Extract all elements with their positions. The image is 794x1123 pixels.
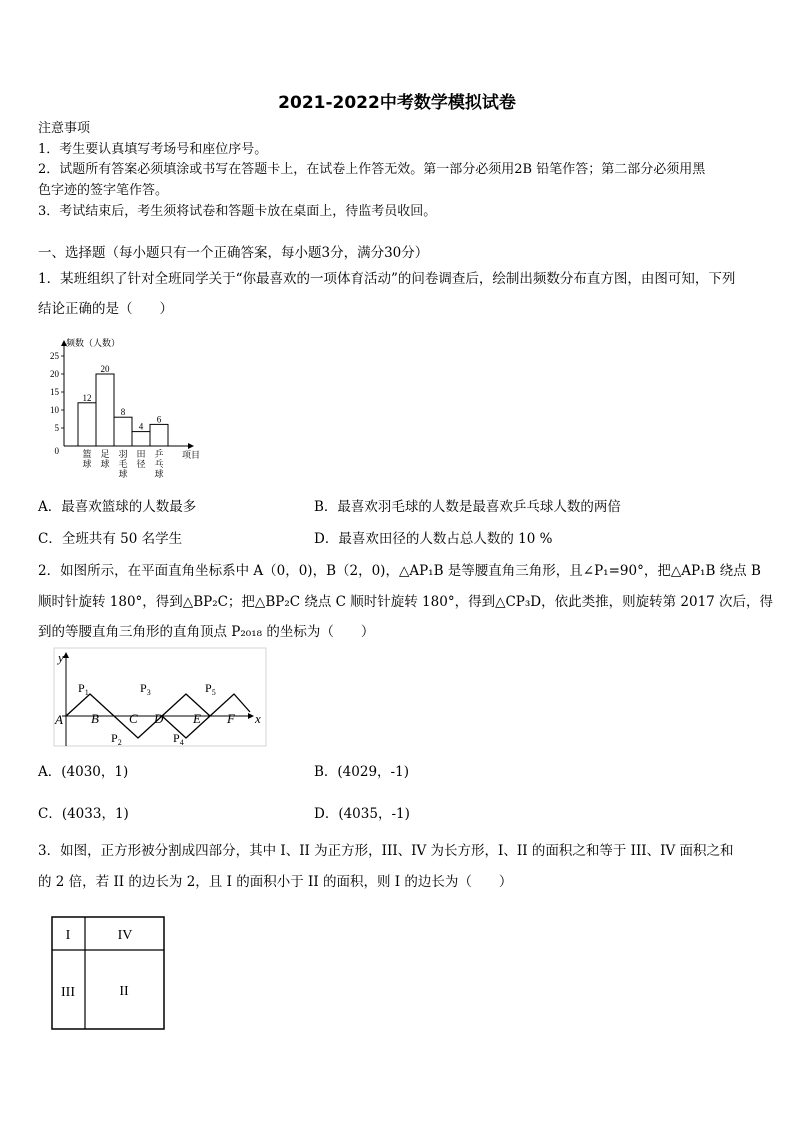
q2-stem-line2: 顺时针旋转 180°，得到△BP₂C；把△BP₂C 绕点 C 顺时针旋转 180°，得到△CP₃D，依此类推，则旋转第 2017 次后，得 — [38, 594, 774, 610]
note-item-3: 3．考试结束后，考生须将试卷和答题卡放在桌面上，待监考员收回。 — [38, 204, 437, 219]
point-e-label: E — [193, 711, 201, 726]
histogram-bar-value: 6 — [156, 414, 162, 425]
q2-option-b: B．(4029，-1) — [314, 764, 409, 780]
note-item-2: 2．试题所有答案必须填涂或书写在答题卡上，在试卷上作答无效。第一部分必须用2B 铅笔作答；第二部分必须用黑 — [38, 162, 706, 177]
histogram-bar — [114, 417, 132, 446]
p1-label: $P_1$ — [78, 681, 89, 697]
q2-option-a: A．(4030，1) — [38, 764, 129, 780]
histogram-y-tick-label: 5 — [54, 423, 59, 433]
histogram-bar — [78, 403, 96, 446]
histogram-category-label: 球 — [154, 469, 164, 479]
page-title: 2021-2022中考数学模拟试卷 — [278, 93, 516, 113]
q1-option-d: D．最喜欢田径的人数占总人数的 10 % — [314, 531, 553, 547]
q2-stem-line1: 2．如图所示，在平面直角坐标系中 A（0，0)，B（2，0)，△AP₁B 是等腰直角三角形，且∠P₁=90°，把△AP₁B 绕点 B — [38, 563, 761, 579]
region-iv-label: IV — [117, 928, 133, 943]
histogram-category-label: 球 — [82, 459, 92, 469]
p3-label: $P_3$ — [140, 681, 151, 697]
y-axis-label: y — [58, 650, 64, 665]
q1-stem-line1: 1．某班组织了针对全班同学关于“你最喜欢的一项体育活动”的问卷调查后，绘制出频数分布直方图，由图可知，下列 — [38, 271, 736, 287]
histogram-bar-value: 8 — [120, 407, 126, 418]
q1-histogram — [40, 330, 220, 490]
histogram-bar — [150, 424, 168, 446]
point-f-label: F — [227, 711, 235, 726]
histogram-y-tick-label: 20 — [50, 369, 59, 379]
region-iii-label: III — [61, 985, 75, 1000]
histogram-y-tick-label: 15 — [50, 387, 59, 397]
q1-option-b: B．最喜欢羽毛球的人数是最喜欢乒乓球人数的两倍 — [314, 499, 621, 515]
section-heading: 一、选择题（每小题只有一个正确答案，每小题3分，满分30分） — [38, 245, 429, 261]
histogram-category-label: 球 — [118, 469, 128, 479]
q3-stem-line1: 3．如图，正方形被分割成四部分，其中 I、II 为正方形，III、IV 为长方形，I、II 的面积之和等于 III、IV 面积之和 — [38, 843, 734, 859]
point-c-label: C — [129, 711, 138, 726]
y-axis-arrow — [63, 652, 69, 658]
point-a-label: A — [55, 712, 63, 727]
p5-label: $P_5$ — [205, 681, 216, 697]
histogram-category-label: 田 — [136, 449, 146, 459]
histogram-category-label: 篮 — [82, 449, 92, 459]
q2-stem-line3: 到的等腰直角三角形的直角顶点 P₂₀₁₈ 的坐标为（ ） — [38, 624, 375, 640]
p4-label: $P_4$ — [173, 731, 184, 747]
x-axis-label: x — [255, 711, 261, 726]
q3-square-figure — [50, 915, 168, 1033]
histogram-category-label: 径 — [136, 459, 146, 469]
histogram-y-axis-label: 频数（人数） — [66, 338, 121, 348]
histogram-y-tick-label: 0 — [54, 446, 59, 456]
histogram-y-tick-label: 25 — [50, 351, 59, 361]
q1-option-c: C．全班共有 50 名学生 — [38, 531, 183, 547]
note-item-2-cont: 色字迹的签字笔作答。 — [38, 183, 169, 198]
point-d-label: D — [154, 711, 164, 726]
histogram-category-label: 毛 — [118, 459, 128, 469]
histogram-bar-value: 20 — [100, 364, 110, 374]
x-axis-arrow — [248, 713, 254, 719]
histogram-x-arrow — [188, 443, 194, 449]
point-b-label: B — [91, 711, 99, 726]
p2-label: $P_2$ — [111, 731, 122, 747]
histogram-bar — [96, 374, 114, 446]
q3-stem-line2: 的 2 倍，若 II 的边长为 2，且 I 的面积小于 II 的面积，则 I 的边长为（ ） — [38, 874, 513, 890]
q2-option-d: D．(4035，-1) — [314, 806, 410, 822]
histogram-category-label: 球 — [100, 459, 110, 469]
region-i-label: I — [65, 928, 71, 943]
histogram-bar — [132, 432, 150, 446]
histogram-category-label: 羽 — [118, 449, 128, 459]
q2-rotation-figure — [50, 646, 270, 748]
histogram-category-label: 足 — [100, 449, 110, 459]
histogram-x-axis-label: 项目 — [182, 450, 201, 460]
histogram-category-label: 乒 — [154, 449, 164, 459]
q2-option-c: C．(4033，1) — [38, 806, 129, 822]
notes-heading: 注意事项 — [38, 121, 91, 136]
q1-option-a: A．最喜欢篮球的人数最多 — [38, 499, 197, 515]
histogram-category-label: 乓 — [154, 459, 164, 469]
q1-stem-line2: 结论正确的是（ ） — [38, 301, 173, 317]
histogram-bar-value: 4 — [138, 421, 144, 432]
histogram-y-tick-label: 10 — [50, 405, 59, 415]
note-item-1: 1．考生要认真填写考场号和座位序号。 — [38, 142, 268, 157]
region-ii-label: II — [119, 984, 129, 999]
histogram-bar-value: 12 — [82, 392, 92, 403]
